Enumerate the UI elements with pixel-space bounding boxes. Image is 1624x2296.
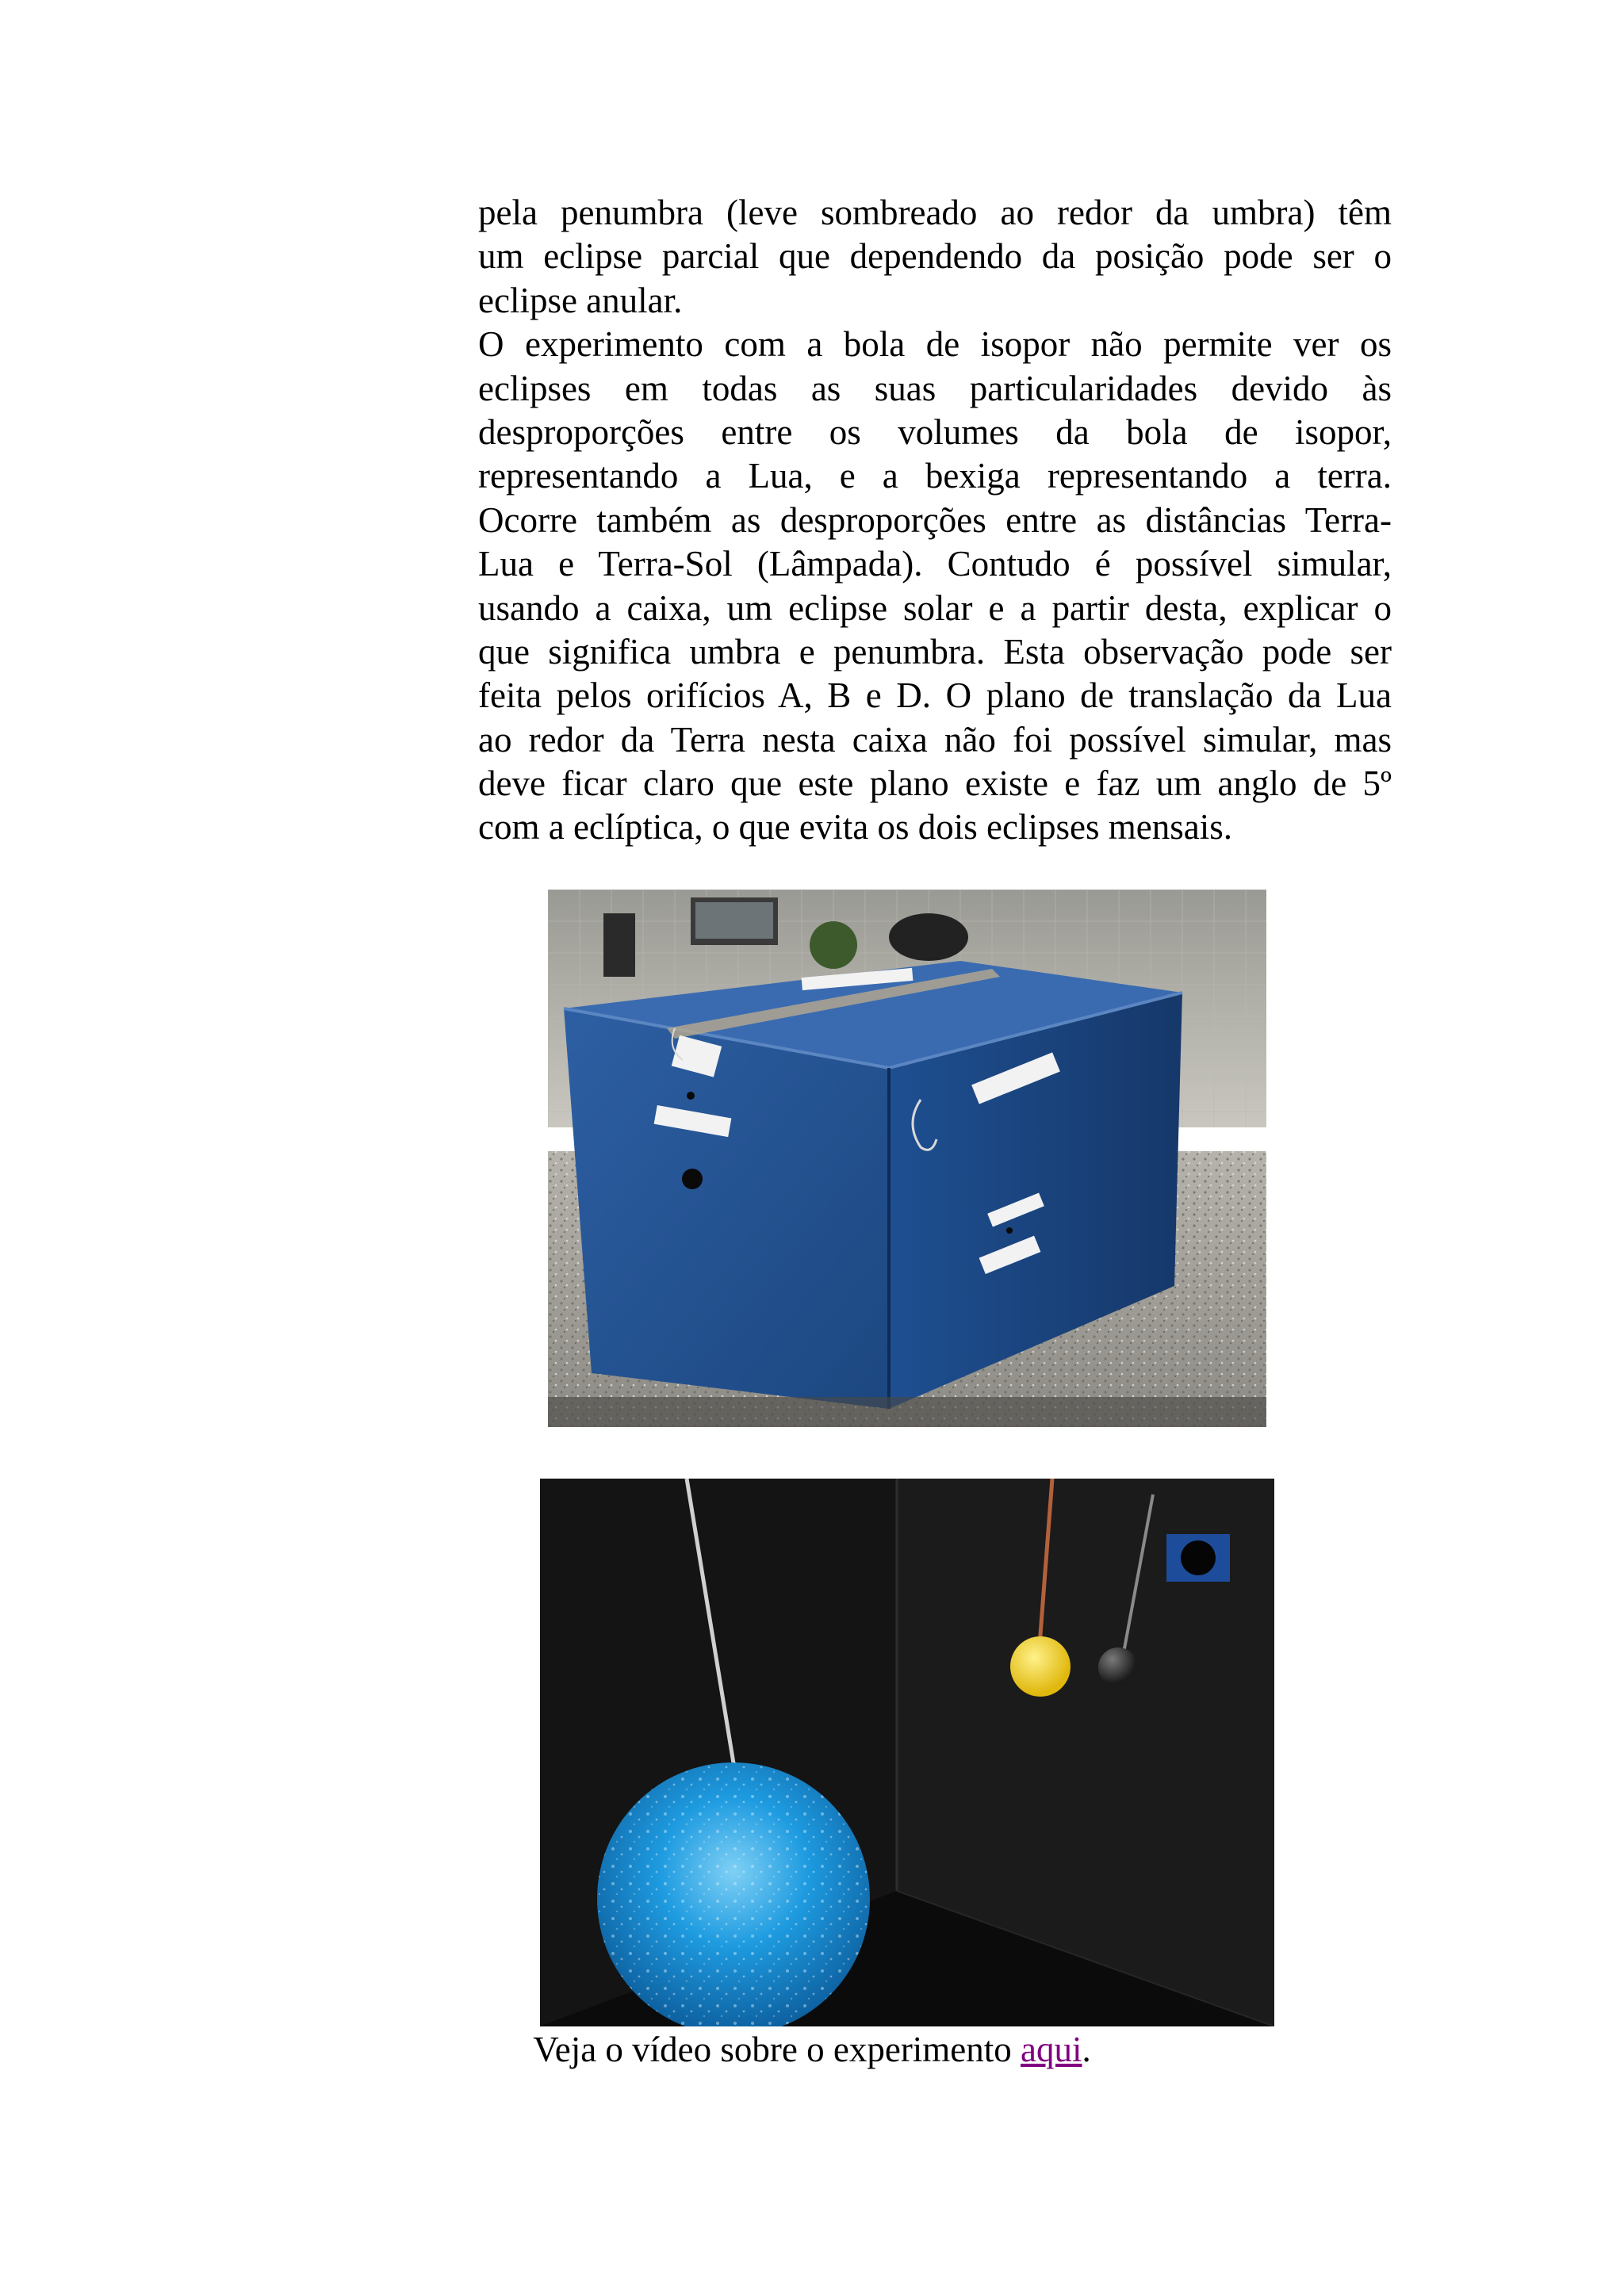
text-line: representando a Lua, e a bexiga representando a terra. <box>478 456 1392 496</box>
text-line: ao redor da Terra nesta caixa não foi possível simular, mas <box>478 719 1392 760</box>
photo-blue-box <box>548 890 1266 1427</box>
text-line: feita pelos orifícios A, B e D. O plano de translação da Lua <box>478 675 1392 716</box>
text-line: Ocorre também as desproporções entre as distâncias Terra- <box>478 499 1392 540</box>
text-line: O experimento com a bola de isopor não permite ver os <box>478 324 1392 365</box>
caption-period: . <box>1082 2030 1091 2069</box>
video-caption <box>0 2027 1624 2072</box>
text-line: que significa umbra e penumbra. Esta observação pode ser <box>478 631 1392 672</box>
text-line: um eclipse parcial que dependendo da posição pode ser o <box>478 236 1392 277</box>
text-line: deve ficar claro que este plano existe e faz um anglo de 5º <box>478 763 1392 804</box>
video-link[interactable]: aqui <box>1021 2030 1082 2069</box>
text-line: eclipse anular. <box>478 280 683 320</box>
text-line: eclipses em todas as suas particularidades devido às <box>478 368 1392 408</box>
text-line: com a eclíptica, o que evita os dois eclipses mensais. <box>478 807 1232 848</box>
body-paragraph <box>478 191 1392 850</box>
text-line: usando a caixa, um eclipse solar e a partir desta, explicar o <box>478 587 1392 628</box>
text-line: pela penumbra (leve sombreado ao redor da umbra) têm <box>478 193 1392 232</box>
photo-inside-box <box>540 1479 1274 2026</box>
text-line: Lua e Terra-Sol (Lâmpada). Contudo é possível simular, <box>478 544 1392 584</box>
caption-text: Veja o vídeo sobre o experimento <box>533 2030 1021 2069</box>
text-line: desproporções entre os volumes da bola de isopor, <box>478 411 1392 452</box>
